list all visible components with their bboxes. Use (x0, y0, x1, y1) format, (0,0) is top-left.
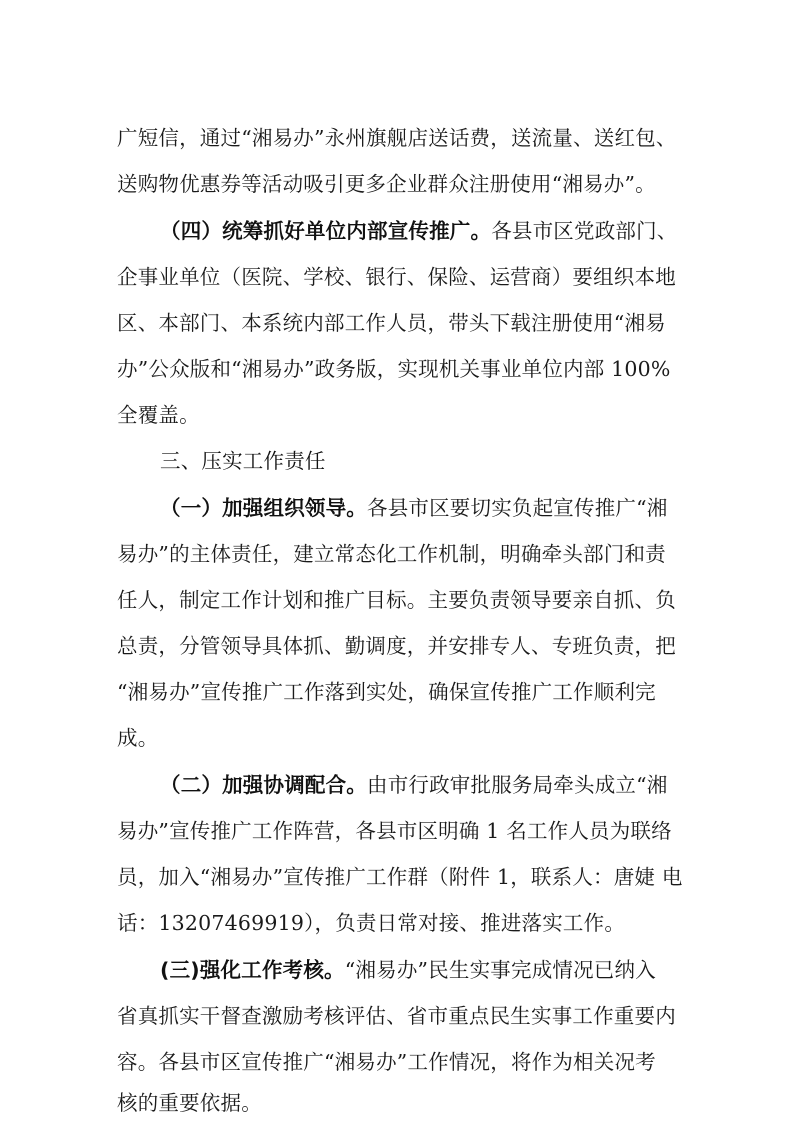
paragraph-line: 全覆盖。 (117, 403, 200, 427)
paragraph-line: 核的重要依据。 (117, 1091, 262, 1115)
sub1-first-line-text: 各县市区要切实负起宣传推广“湘 (367, 496, 668, 520)
sub3-first-line (160, 957, 730, 983)
sub2-heading: （二）加强协调配合。 (160, 773, 367, 797)
paragraph-line: 易办”宣传推广工作阵营，各县市区明确 1 名工作人员为联络 (117, 819, 672, 843)
paragraph-line: 总责，分管领导具体抓、勤调度，并安排专人、专班负责，把 (117, 634, 676, 658)
sub2-first-line (160, 772, 730, 798)
paragraph-line: 区、本部门、本系统内部工作人员，带头下载注册使用“湘易 (117, 311, 666, 335)
paragraph-line: 送购物优惠券等活动吸引更多企业群众注册使用“湘易办”。 (117, 172, 656, 196)
section4-first-line (160, 218, 730, 244)
sub3-first-line-text: “湘易办”民生实事完成情况已纳入 (344, 958, 656, 982)
paragraph-line: 易办”的主体责任，建立常态化工作机制，明确牵头部门和责 (117, 542, 666, 566)
paragraph-line: 省真抓实干督查激励考核评估、省市重点民生实事工作重要内 (117, 1004, 676, 1028)
paragraph-line: 任人，制定工作计划和推广目标。主要负责领导要亲自抓、负 (117, 588, 676, 612)
sub2-first-line-text: 由市行政审批服务局牵头成立“湘 (367, 773, 668, 797)
section4-first-line-text: 各县市区党政部门、 (491, 219, 678, 243)
paragraph-line: “湘易办”宣传推广工作落到实处，确保宣传推广工作顺利完 (117, 680, 656, 704)
paragraph-line: 办”公众版和“湘易办”政务版，实现机关事业单位内部 100% (117, 357, 671, 381)
paragraph-line: 成。 (117, 726, 159, 750)
sub3-heading: (三)强化工作考核。 (160, 958, 345, 982)
sub1-first-line (160, 495, 730, 521)
paragraph-line: 员，加入“湘易办”宣传推广工作群（附件 1，联系人：唐婕 电 (117, 865, 683, 889)
paragraph-line: 话：13207469919），负责日常对接、推进落实工作。 (117, 911, 626, 935)
section4-heading: （四）统筹抓好单位内部宣传推广。 (160, 219, 492, 243)
paragraph-line: 广短信，通过“湘易办”永州旗舰店送话费，送流量、送红包、 (117, 126, 677, 150)
paragraph-line: 容。各县市区宣传推广“湘易办”工作情况，将作为相关况考 (117, 1050, 656, 1074)
paragraph-line: 企事业单位（医院、学校、银行、保险、运营商）要组织本地 (117, 265, 676, 289)
sub1-heading: （一）加强组织领导。 (160, 496, 367, 520)
section-three-title: 三、压实工作责任 (160, 449, 326, 473)
